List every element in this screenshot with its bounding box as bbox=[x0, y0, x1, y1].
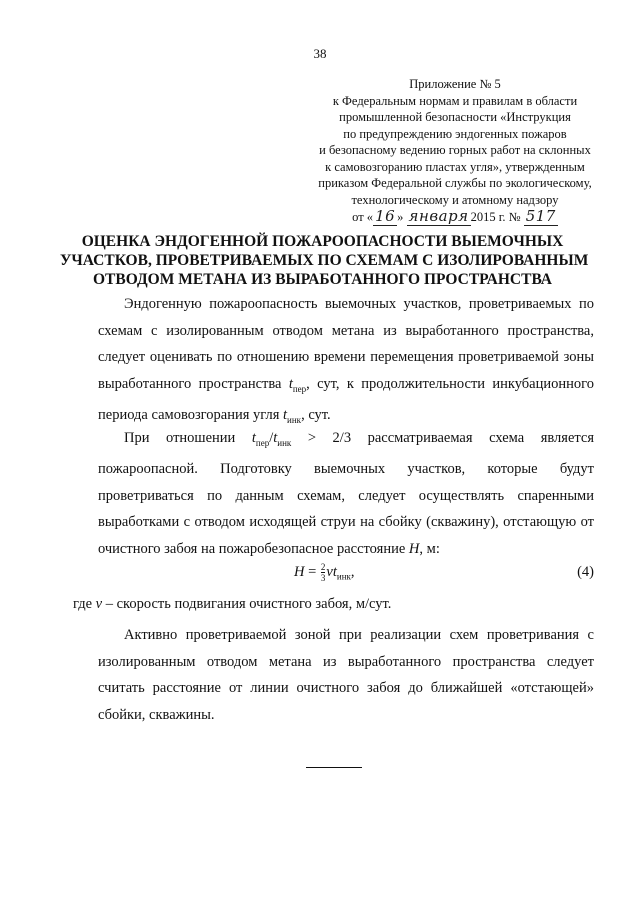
appendix-line: Приложение № 5 bbox=[409, 77, 501, 91]
appendix-line: промышленной безопасности «Инструкция bbox=[339, 110, 571, 124]
date-mid: » bbox=[397, 210, 407, 224]
formula-4 bbox=[98, 562, 594, 588]
handwritten-day: 16 bbox=[375, 207, 396, 225]
text-line: выработанного пространства $t_{пер}$, сут, к продолжительности инкубационного bbox=[98, 375, 594, 394]
text-line: Эндогенную пожароопасность выемочных участков, проветриваемых по bbox=[124, 296, 594, 312]
appendix-line: по предупреждению эндогенных пожаров bbox=[343, 126, 567, 141]
appendix-line: к самовозгоранию пластах угля», утвержденным bbox=[325, 159, 585, 174]
text-line: изолированным отводом метана из выработанного пространства следует bbox=[98, 653, 594, 670]
title-line: ОТВОДОМ МЕТАНА ИЗ ВЫРАБОТАННОГО ПРОСТРАНСТВА bbox=[92, 271, 552, 288]
text-line: При отношении $t_{пер}/t_{инк}$ > 2/3 рассматриваемая схема является bbox=[124, 430, 594, 448]
text-line: сбойки, скважины. bbox=[98, 706, 215, 723]
text-line: очистного забоя на пожаробезопасное расстояние H, м: bbox=[98, 540, 440, 557]
title-line: УЧАСТКОВ, ПРОВЕТРИВАЕМЫХ ПО СХЕМАМ С ИЗОЛИРОВАННЫМ bbox=[60, 252, 589, 269]
paragraph-2 bbox=[98, 425, 594, 562]
paragraph-4 bbox=[98, 622, 594, 728]
date-prefix: от « bbox=[352, 210, 374, 224]
end-rule bbox=[306, 767, 362, 768]
text-line: выработками с отводом исходящей струи на сбойку (скважину), отстающую от bbox=[98, 514, 594, 531]
appendix-line: и безопасному ведению горных работ на склонных bbox=[319, 143, 591, 157]
formula-number: (4) bbox=[577, 564, 594, 580]
appendix-line: технологическому и атомному надзору bbox=[351, 192, 559, 207]
handwritten-month: января bbox=[408, 207, 469, 225]
fraction: $\frac{2}{3}$ bbox=[320, 562, 326, 583]
text-line: пожароопасной. Подготовку выемочных участков, которые будут bbox=[98, 461, 594, 478]
paragraph-3 bbox=[73, 591, 569, 618]
text-line: Активно проветриваемой зоной при реализации схем проветривания с bbox=[124, 627, 594, 643]
order-date-line bbox=[305, 208, 605, 226]
text-line: периода самовозгорания угля $t_{инк}$, сут. bbox=[98, 406, 331, 425]
text-line: схемам с изолированным отводом метана из выработанного пространства, bbox=[98, 322, 594, 339]
text-line: проветриваться по данным схемам, следует осуществлять спаренными bbox=[98, 487, 594, 504]
page-number: 38 bbox=[313, 46, 327, 61]
paragraph-1 bbox=[98, 291, 594, 433]
appendix-line: приказом Федеральной службы по экологическому, bbox=[318, 176, 592, 190]
text-line: где v – скорость подвигания очистного забоя, м/сут. bbox=[73, 596, 392, 612]
appendix-line: к Федеральным нормам и правилам в области bbox=[332, 93, 578, 108]
formula-expression: H = $\frac{2}{3}$ $vt_{инк}$, bbox=[294, 562, 355, 583]
title-line: ОЦЕНКА ЭНДОГЕННОЙ ПОЖАРООПАСНОСТИ ВЫЕМОЧНЫХ bbox=[81, 233, 564, 250]
handwritten-number: 517 bbox=[525, 207, 556, 225]
appendix-header bbox=[305, 76, 605, 226]
document-title bbox=[60, 232, 589, 289]
text-line: следует оценивать по отношению времени перемещения проветриваемой зоны bbox=[98, 349, 594, 365]
year-suffix: 2015 г. № bbox=[470, 210, 524, 224]
text-line: считать расстояние от линии очистного забоя до ближайшей «отстающей» bbox=[98, 680, 594, 696]
